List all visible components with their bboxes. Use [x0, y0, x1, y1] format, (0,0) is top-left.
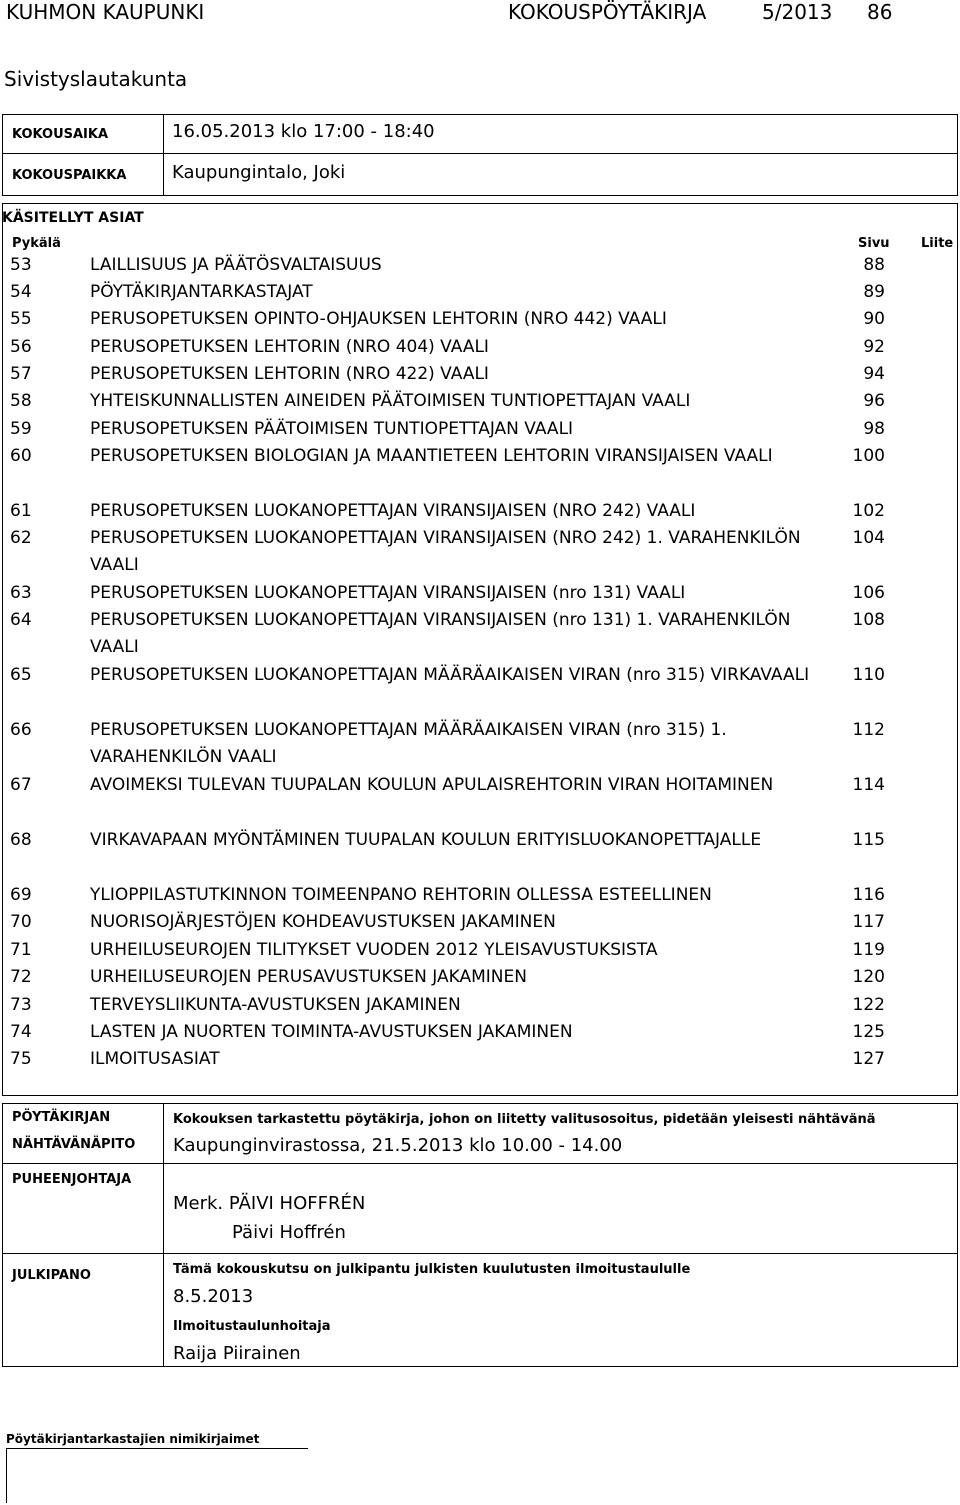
agenda-item-page: 88: [863, 255, 885, 275]
agenda-item-page: 98: [863, 419, 885, 439]
agenda-item-page: 100: [852, 446, 885, 466]
agenda-item-page: 96: [863, 391, 885, 411]
column-header-page: Sivu: [858, 236, 890, 251]
page-number: 86: [867, 0, 893, 24]
display-label-line-2: NÄHTÄVÄNÄPITO: [12, 1137, 136, 1152]
publish-label: JULKIPANO: [12, 1268, 91, 1283]
agenda-item-title: YLIOPPILASTUTKINNON TOIMEENPANO REHTORIN OLLESSA ESTEELLINEN: [90, 885, 712, 905]
agenda-item-number: 71: [10, 940, 32, 960]
agenda-item-title: NUORISOJÄRJESTÖJEN KOHDEAVUSTUKSEN JAKAMINEN: [90, 912, 556, 932]
agenda-item-page: 114: [852, 775, 885, 795]
agenda-item-number: 74: [10, 1022, 32, 1042]
chair-signature-line-1: Merk. PÄIVI HOFFRÉN: [173, 1193, 366, 1214]
agenda-item-number: 68: [10, 830, 32, 850]
agenda-item-number: 54: [10, 282, 32, 302]
agenda-item-title: ILMOITUSASIAT: [90, 1049, 220, 1069]
meeting-divider: [2, 153, 958, 154]
agenda-item-title: PERUSOPETUKSEN LUOKANOPETTAJAN VIRANSIJAISEN (NRO 242) VAALI: [90, 501, 696, 521]
footer-divider-2: [2, 1253, 958, 1254]
initials-left-border: [6, 1448, 7, 1503]
agenda-item-title: VIRKAVAPAAN MYÖNTÄMINEN TUUPALAN KOULUN ERITYISLUOKANOPETTAJALLE: [90, 830, 762, 850]
agenda-item-title: PERUSOPETUKSEN LEHTORIN (NRO 422) VAALI: [90, 364, 489, 384]
agenda-item-number: 63: [10, 583, 32, 603]
agenda-item-page: 94: [863, 364, 885, 384]
agenda-item-page: 127: [852, 1049, 885, 1069]
agenda-item-number: 64: [10, 610, 32, 630]
agenda-item-page: 122: [852, 995, 885, 1015]
agenda-item-number: 57: [10, 364, 32, 384]
display-note: Kokouksen tarkastettu pöytäkirja, johon on liitetty valitusosoitus, pidetään yleisesti nähtävänä: [173, 1112, 876, 1127]
agenda-item-number: 70: [10, 912, 32, 932]
agenda-item-title: URHEILUSEUROJEN PERUSAVUSTUKSEN JAKAMINEN: [90, 967, 527, 987]
agenda-item-page: 116: [852, 885, 885, 905]
agenda-item-title: PERUSOPETUKSEN LUOKANOPETTAJAN VIRANSIJAISEN (nro 131) VAALI: [90, 583, 686, 603]
footer-column-divider: [163, 1103, 164, 1367]
agenda-item-number: 67: [10, 775, 32, 795]
agenda-item-page: 115: [852, 830, 885, 850]
chair-signature-line-2: Päivi Hoffrén: [232, 1222, 346, 1243]
agenda-item-number: 62: [10, 528, 32, 548]
agenda-item-title: PÖYTÄKIRJANTARKASTAJAT: [90, 282, 313, 302]
agenda-item-number: 53: [10, 255, 32, 275]
footer-divider-1: [2, 1163, 958, 1164]
agenda-item-number: 65: [10, 665, 32, 685]
agenda-item-page: 112: [852, 720, 885, 740]
agenda-item-title: PERUSOPETUKSEN LUOKANOPETTAJAN MÄÄRÄAIKAISEN VIRAN (nro 315) VIRKAVAALI: [90, 665, 810, 685]
agenda-item-page: 89: [863, 282, 885, 302]
agenda-item-title: TERVEYSLIIKUNTA-AVUSTUKSEN JAKAMINEN: [90, 995, 461, 1015]
publish-date: 8.5.2013: [173, 1286, 254, 1307]
agenda-item-number: 75: [10, 1049, 32, 1069]
publish-note: Tämä kokouskutsu on julkipantu julkisten kuulutusten ilmoitustaululle: [173, 1262, 691, 1277]
agenda-item-title: PERUSOPETUKSEN LUOKANOPETTAJAN VIRANSIJAISEN (nro 131) 1. VARAHENKILÖN VAALI: [90, 610, 791, 657]
department-name: Sivistyslautakunta: [4, 67, 188, 91]
agenda-item-title: URHEILUSEUROJEN TILITYKSET VUODEN 2012 YLEISAVUSTUKSISTA: [90, 940, 658, 960]
meeting-column-divider: [163, 114, 164, 196]
agenda-item-number: 59: [10, 419, 32, 439]
reviewer-initials-label: Pöytäkirjantarkastajien nimikirjaimet: [6, 1432, 260, 1446]
agenda-title: KÄSITELLYT ASIAT: [2, 210, 144, 226]
agenda-item-page: 102: [852, 501, 885, 521]
display-label-line-1: PÖYTÄKIRJAN: [12, 1110, 111, 1125]
meeting-place-value: Kaupungintalo, Joki: [172, 162, 346, 183]
chair-label: PUHEENJOHTAJA: [12, 1172, 132, 1187]
org-name: KUHMON KAUPUNKI: [6, 0, 205, 24]
agenda-item-number: 69: [10, 885, 32, 905]
agenda-item-page: 119: [852, 940, 885, 960]
agenda-item-page: 90: [863, 309, 885, 329]
agenda-item-page: 117: [852, 912, 885, 932]
agenda-item-page: 92: [863, 337, 885, 357]
agenda-item-number: 60: [10, 446, 32, 466]
agenda-item-title: LASTEN JA NUORTEN TOIMINTA-AVUSTUKSEN JAKAMINEN: [90, 1022, 573, 1042]
agenda-item-number: 58: [10, 391, 32, 411]
agenda-item-title: LAILLISUUS JA PÄÄTÖSVALTAISUUS: [90, 255, 382, 275]
agenda-item-title: PERUSOPETUKSEN LUOKANOPETTAJAN MÄÄRÄAIKAISEN VIRAN (nro 315) 1. VARAHENKILÖN VAALI: [90, 720, 727, 767]
agenda-item-page: 120: [852, 967, 885, 987]
meeting-place-label: KOKOUSPAIKKA: [12, 168, 127, 183]
doc-type: KOKOUSPÖYTÄKIRJA: [508, 0, 707, 24]
agenda-item-page: 110: [852, 665, 885, 685]
meeting-time-label: KOKOUSAIKA: [12, 127, 109, 142]
agenda-item-title: PERUSOPETUKSEN LEHTORIN (NRO 404) VAALI: [90, 337, 489, 357]
agenda-item-page: 108: [852, 610, 885, 630]
agenda-item-number: 61: [10, 501, 32, 521]
meeting-info-box: [2, 114, 958, 196]
board-keeper-name: Raija Piirainen: [173, 1343, 301, 1364]
agenda-item-number: 73: [10, 995, 32, 1015]
meeting-time-value: 16.05.2013 klo 17:00 - 18:40: [172, 121, 435, 142]
agenda-item-title: PERUSOPETUKSEN BIOLOGIAN JA MAANTIETEEN LEHTORIN VIRANSIJAISEN VAALI: [90, 446, 773, 466]
agenda-item-page: 104: [852, 528, 885, 548]
column-header-section: Pykälä: [12, 236, 61, 251]
agenda-item-title: PERUSOPETUKSEN LUOKANOPETTAJAN VIRANSIJAISEN (NRO 242) 1. VARAHENKILÖN VAALI: [90, 528, 801, 575]
agenda-item-title: AVOIMEKSI TULEVAN TUUPALAN KOULUN APULAISREHTORIN VIRAN HOITAMINEN: [90, 775, 774, 795]
agenda-item-title: PERUSOPETUKSEN PÄÄTOIMISEN TUNTIOPETTAJAN VAALI: [90, 419, 574, 439]
agenda-item-page: 106: [852, 583, 885, 603]
issue-number: 5/2013: [762, 0, 833, 24]
display-location-time: Kaupunginvirastossa, 21.5.2013 klo 10.00 - 14.00: [173, 1135, 623, 1156]
agenda-item-number: 72: [10, 967, 32, 987]
agenda-item-page: 125: [852, 1022, 885, 1042]
agenda-item-title: YHTEISKUNNALLISTEN AINEIDEN PÄÄTOIMISEN TUNTIOPETTAJAN VAALI: [90, 391, 691, 411]
board-keeper-label: Ilmoitustaulunhoitaja: [173, 1319, 331, 1334]
initials-underline: [6, 1448, 308, 1449]
agenda-item-number: 55: [10, 309, 32, 329]
agenda-item-number: 66: [10, 720, 32, 740]
agenda-item-number: 56: [10, 337, 32, 357]
agenda-item-title: PERUSOPETUKSEN OPINTO-OHJAUKSEN LEHTORIN (NRO 442) VAALI: [90, 309, 667, 329]
column-header-attachment: Liite: [921, 236, 954, 251]
